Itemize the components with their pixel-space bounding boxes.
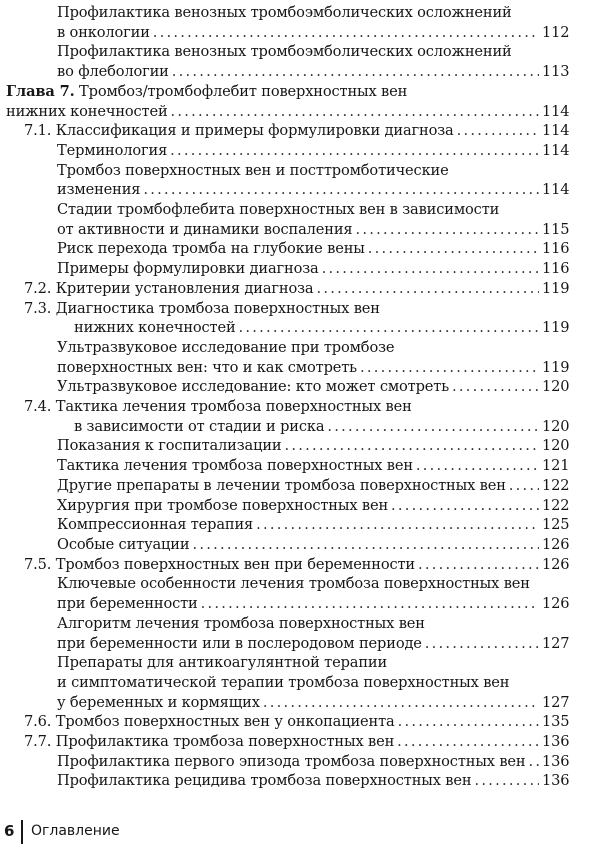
toc-entry-title: при беременности: [57, 595, 198, 613]
toc-page-number: 127: [542, 693, 570, 711]
dot-leader: [170, 141, 539, 161]
toc-entry: [57, 752, 592, 772]
toc-entry-title: Хирургия при тромбозе поверхностных вен: [57, 496, 389, 514]
dot-leader: [368, 239, 539, 259]
toc-entry-number: 7.5.: [24, 555, 52, 573]
toc-entry: [57, 515, 592, 535]
dot-leader: [256, 515, 539, 535]
toc-entry: [24, 121, 592, 141]
dot-leader: [284, 436, 539, 456]
toc-page-number: 121: [542, 457, 570, 475]
toc-page-number: 119: [542, 279, 570, 297]
dot-leader: [509, 476, 539, 496]
toc-entry-title: нижних конечностей: [6, 102, 168, 120]
toc-entry-title: Ультразвуковое исследование: кто может смотреть: [57, 378, 450, 396]
toc-page-number: 116: [542, 260, 570, 278]
toc-entry: [57, 3, 592, 42]
toc-entry-title: Терминология: [57, 141, 168, 159]
dot-leader: [322, 259, 539, 279]
toc-entry: [6, 82, 592, 121]
table-of-contents: [0, 3, 592, 791]
toc-entry-title: Профилактика тромбоза поверхностных вен: [55, 733, 395, 751]
toc-entry-number: 7.2.: [24, 279, 52, 297]
toc-entry-title: Диагностика тромбоза поверхностных вен: [55, 299, 380, 317]
toc-entry-title: во флебологии: [57, 63, 169, 81]
toc-entry-title: в онкологии: [57, 23, 150, 41]
dot-leader: [355, 220, 539, 240]
dot-leader: [398, 712, 539, 732]
toc-entry: [57, 141, 592, 161]
toc-entry: [57, 42, 592, 81]
toc-entry-title: Особые ситуации: [57, 535, 190, 553]
toc-entry-title: Тромбоз поверхностных вен при беременности: [55, 555, 415, 573]
toc-page-number: 115: [542, 220, 570, 238]
toc-page-number: 136: [542, 772, 570, 790]
toc-page-number: 119: [542, 358, 570, 376]
dot-leader: [171, 102, 539, 122]
toc-page-number: 112: [542, 23, 570, 41]
dot-leader: [391, 496, 539, 516]
toc-entry: [57, 436, 592, 456]
toc-entry-number: Глава 7.: [6, 82, 75, 100]
toc-page-number: 116: [542, 240, 570, 258]
toc-page-number: 126: [542, 555, 570, 573]
toc-page-number: 114: [542, 141, 570, 159]
toc-page-number: 135: [542, 713, 570, 731]
toc-entry-number: 7.1.: [24, 122, 52, 140]
toc-entry-title: Тромбоз поверхностных вен и посттромботические: [57, 161, 449, 179]
toc-entry-number: 7.7.: [24, 733, 52, 751]
toc-entry-title: от активности и динамики воспаления: [57, 220, 353, 238]
toc-entry-title: и симптоматической терапии тромбоза поверхностных вен: [57, 673, 510, 691]
toc-entry-title: Тромбоз/тромбофлебит поверхностных вен: [79, 82, 408, 100]
toc-page-number: 136: [542, 752, 570, 770]
toc-entry-title: изменения: [57, 181, 141, 199]
toc-entry: [57, 338, 592, 377]
toc-entry-title: Другие препараты в лечении тромбоза поверхностных вен: [57, 476, 506, 494]
toc-entry-title: Препараты для антикоагулянтной терапии: [57, 654, 388, 672]
dot-leader: [143, 180, 539, 200]
toc-entry: [57, 161, 592, 200]
toc-entry-title: Профилактика венозных тромбоэмболических осложнений: [57, 43, 512, 61]
toc-entry: [57, 614, 592, 653]
toc-page-number: 122: [542, 496, 570, 514]
toc-entry-title: Профилактика первого эпизода тромбоза поверхностных вен: [57, 752, 526, 770]
toc-entry: [57, 456, 592, 476]
toc-page-number: 114: [542, 102, 570, 120]
toc-entry-title: Показания к госпитализации: [57, 437, 282, 455]
toc-entry-title: Профилактика рецидива тромбоза поверхностных вен: [57, 772, 472, 790]
toc-entry: [24, 397, 592, 436]
toc-entry-title: Тактика лечения тромбоза поверхностных вен: [57, 457, 413, 475]
toc-entry-title: Ультразвуковое исследование при тромбозе: [57, 338, 395, 356]
toc-entry-title: в зависимости от стадии и риска: [74, 417, 325, 435]
dot-leader: [418, 555, 539, 575]
toc-page-number: 126: [542, 595, 570, 613]
toc-page-number: 125: [542, 516, 570, 534]
toc-entry-title: при беременности или в послеродовом периоде: [57, 634, 422, 652]
toc-entry: [57, 771, 592, 791]
dot-leader: [425, 634, 539, 654]
toc-entry-number: 7.3.: [24, 299, 52, 317]
toc-entry-title: Примеры формулировки диагноза: [57, 260, 319, 278]
toc-entry-title: Компрессионная терапия: [57, 516, 254, 534]
toc-page-number: 120: [542, 417, 570, 435]
toc-entry: [57, 377, 592, 397]
toc-entry: [57, 574, 592, 613]
dot-leader: [239, 318, 539, 338]
toc-entry: [57, 239, 592, 259]
toc-entry: [24, 732, 592, 752]
toc-page-number: 136: [542, 733, 570, 751]
toc-entry: [24, 299, 592, 338]
dot-leader: [327, 417, 539, 437]
toc-page-number: 113: [542, 63, 570, 81]
toc-entry-number: 7.4.: [24, 398, 52, 416]
toc-page-number: 119: [542, 319, 570, 337]
toc-page-number: 120: [542, 437, 570, 455]
dot-leader: [397, 732, 539, 752]
toc-entry: [24, 555, 592, 575]
dot-leader: [457, 121, 539, 141]
toc-entry: [57, 476, 592, 496]
toc-entry: [24, 279, 592, 299]
dot-leader: [316, 279, 539, 299]
toc-entry: [57, 259, 592, 279]
toc-entry: [24, 712, 592, 732]
toc-entry-title: Тактика лечения тромбоза поверхностных вен: [55, 398, 412, 416]
toc-entry-title: Классификация и примеры формулировки диагноза: [55, 122, 454, 140]
dot-leader: [529, 752, 540, 772]
dot-leader: [452, 377, 539, 397]
toc-entry: [57, 200, 592, 239]
toc-page-number: 120: [542, 378, 570, 396]
toc-page-number: 127: [542, 634, 570, 652]
toc-entry-number: 7.6.: [24, 713, 52, 731]
toc-page-number: 126: [542, 535, 570, 553]
toc-entry-title: поверхностных вен: что и как смотреть: [57, 358, 357, 376]
toc-entry-title: у беременных и кормящих: [57, 693, 260, 711]
dot-leader: [474, 771, 539, 791]
dot-leader: [192, 535, 539, 555]
toc-entry: [57, 653, 592, 712]
footer-page-number: 6: [4, 822, 15, 840]
toc-entry-title: нижних конечностей: [74, 319, 236, 337]
toc-entry: [57, 496, 592, 516]
footer-divider: [21, 820, 23, 844]
toc-entry-title: Критерии установления диагноза: [55, 279, 314, 297]
dot-leader: [360, 358, 539, 378]
toc-page-number: 114: [542, 122, 570, 140]
toc-entry-title: Стадии тромбофлебита поверхностных вен в зависимости: [57, 201, 500, 219]
dot-leader: [172, 62, 539, 82]
toc-entry: [57, 535, 592, 555]
toc-page-number: 114: [542, 181, 570, 199]
toc-entry-title: Ключевые особенности лечения тромбоза поверхностных вен: [57, 575, 530, 593]
dot-leader: [263, 693, 539, 713]
page-footer: [0, 818, 200, 844]
dot-leader: [201, 594, 539, 614]
toc-entry-title: Риск перехода тромба на глубокие вены: [57, 240, 365, 258]
toc-entry-title: Тромбоз поверхностных вен у онкопациента: [55, 713, 395, 731]
toc-entry-title: Алгоритм лечения тромбоза поверхностных вен: [57, 614, 425, 632]
dot-leader: [153, 23, 539, 43]
toc-entry-title: Профилактика венозных тромбоэмболических осложнений: [57, 4, 512, 21]
toc-page-number: 122: [542, 476, 570, 494]
dot-leader: [416, 456, 539, 476]
footer-section-title: Оглавление: [31, 823, 120, 839]
